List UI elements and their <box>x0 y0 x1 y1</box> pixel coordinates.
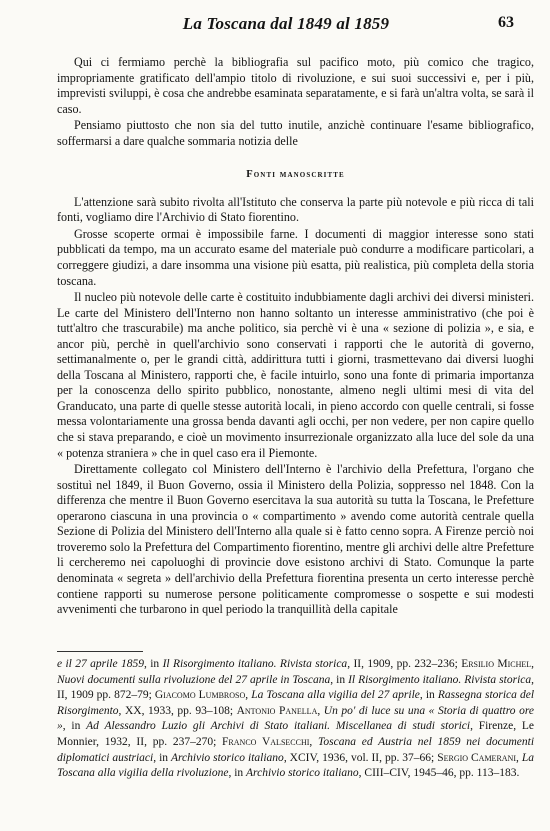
footnote-segment: , XX, 1933, pp. 93–108; <box>118 704 237 717</box>
paragraph-archive-intro: L'attenzione sarà subito rivolta all'Istituto che conserva la parte più notevole e più ricca di tali fonti, vogliamo dire l'Archivio di Stato fiorentino. <box>57 194 534 225</box>
footnote-segment: , <box>516 751 522 764</box>
paragraph-ministry-interior: Il nucleo più notevole delle carte è costituito indubbiamente dagli archivi dei diversi ministeri. Le carte del Ministero dell'Interno non hanno soltanto un interesse amministrativo (che poi è tutt'altro che trascurabile) ma anche politico, sia perchè vi è una « sezione di polizia », e sia, e ancor più, perchè in quell'archivio sono conservati i rapporti che le autorità di governo, settimanalmente o, per le grandi città, addirittura tutti i giorni, trasmettevano dai diversi luoghi della Toscana al Ministero, rapporti che, è facile intuirlo, sono una fonte di primaria importanza per la conoscenza dello spirito pubblico, nonostante, almeno negli ultimi mesi di vita del Granducato, una parte di quelle stesse autorità locali, in pieno accordo con quelle centrali, si fosse messa volontariamente una grossa benda davanti agli occhi, per non vedere, per non capire quello che si stava preparando, e cioè un movimento insurrezionale organizzato alla luce del sole da una « potenza straniera » che in quel caso era il Piemonte. <box>57 290 534 460</box>
footnote-segment: , <box>317 704 324 717</box>
footnote-article-title: Un po' di luce su una « Storia di quattro ore » <box>57 704 534 733</box>
footnote-segment: , in <box>153 751 171 764</box>
footnote-continuation <box>57 657 534 782</box>
footnote-author: Sergio Camerani <box>437 751 517 764</box>
footnote-segment: , II, 1909, pp. 232–236; <box>347 658 462 670</box>
footnote-author: Ersilio Michel <box>461 658 532 670</box>
paragraph-bibliography-note: Qui ci fermiamo perchè la bibliografia sul pacifico moto, più comico che tragico, impropriamente gratificato dell'ampio titolo di rivoluzione, e sui suoi successivi e, per i più, imprevisti sviluppi, è cosa che andrebbe esaminata separatamente, e si farà un'altra volta, se sarà il caso. <box>57 55 534 116</box>
footnote-journal-title: Archivio storico italiano <box>170 751 284 764</box>
footnote-segment: , in <box>62 720 87 733</box>
footnote-article-title: Toscana ed Austria nel 1859 nei documenti diplomatici austriaci <box>57 735 535 764</box>
footnote-author: Antonio Panella <box>236 704 318 717</box>
paragraph-transition: Pensiamo piuttosto che non sia del tutto inutile, anzichè continuare l'esame bibliografico, soffermarsi a dare qualche sommaria notizia delle <box>57 118 534 148</box>
footnote-divider <box>57 651 143 652</box>
footnote-segment: , <box>531 658 535 670</box>
running-header <box>44 14 528 38</box>
running-title: La Toscana dal 1849 al 1859 <box>182 14 390 33</box>
footnote-book-title: Ad Alessandro Luzio gli Archivi di Stato italiani. Miscellanea di studi storici <box>86 720 471 733</box>
footnote-segment: , <box>245 689 252 702</box>
footnote-segment: , in <box>228 767 247 780</box>
section-heading: Fonti manoscritte <box>246 169 345 181</box>
footnote-segment: , XCIV, 1936, vol. II, pp. 37–66; <box>283 751 438 764</box>
paragraph-discoveries: Grosse scoperte ormai è impossibile farne. I documenti di maggior interesse sono stati pubblicati da tempo, ma un accurato esame del materiale può condurre a modificare particolari, a correggere giudizi, a dare insomma una visione più esatta, più realistica, più completa della storia toscana. <box>57 226 534 288</box>
footnote-article-title: La Toscana alla vigilia del 27 aprile <box>251 689 420 702</box>
footnote-segment: , in <box>143 658 163 670</box>
footnote-journal-title: Rassegna storica del Risorgimento <box>57 689 535 717</box>
footnote-article-title: Nuovi documenti sulla rivoluzione del 27 aprile in Toscana <box>57 673 331 686</box>
footnote-segment: , in <box>330 673 349 686</box>
footnote-segment: , <box>309 735 319 748</box>
main-text <box>57 55 534 619</box>
page-number: 63 <box>498 14 514 31</box>
footnote-article-title: La Toscana alla vigilia della rivoluzione <box>57 751 535 780</box>
footnote-segment: , in <box>419 689 438 702</box>
footnote-author: Giacomo Lumbroso <box>154 689 246 702</box>
footnote-segment: , Firenze, Le Monnier, 1932, II, pp. 237–270; <box>57 720 534 748</box>
paragraph-prefettura: Direttamente collegato col Ministero dell'Interno è l'archivio della Prefettura, l'organo che sostituì nel 1849, il Buon Governo, ossia il Ministero della Polizia, soppresso nel 1848. Con la differenza che mentre il Buon Governo esercitava la sua autorità su tutta la Toscana, le Prefetture operarono ciascuna in una provincia o « compartimento » avendo come autorità centrale quella Sezione di Polizia del Ministero dell'Interno alla quale si è fatto cenno sopra. A Firenze perciò noi troveremo solo la Prefettura del Compartimento fiorentino, mentre gli archivi delle altre Prefetture li cercheremo nei capoluoghi di provincie dove esistono archivi di Stato. Comunque la parte denominata « segreta » dell'archivio della Prefettura fiorentina presenta un certo interesse perchè contiene rapporti su numerose persone politicamente compromesse o sospette e sui modesti avvenimenti che turbarono in quel periodo la tranquillità della capitale <box>57 462 534 617</box>
footnote-journal-title: Archivio storico italiano <box>246 767 359 780</box>
footnote-journal-title: Il Risorgimento italiano. Rivista storica <box>162 658 348 670</box>
footnote-author: Franco Valsecchi <box>222 735 310 748</box>
footnotes <box>57 657 534 782</box>
footnote-journal-title: Il Risorgimento italiano. Rivista storica <box>348 673 532 686</box>
footnote-segment: e il 27 aprile 1859 <box>57 658 144 670</box>
footnote-segment: , II, 1909 pp. 872–79; <box>57 673 534 702</box>
footnote-segment: , CIII–CIV, 1945–46, pp. 113–183. <box>358 767 520 780</box>
